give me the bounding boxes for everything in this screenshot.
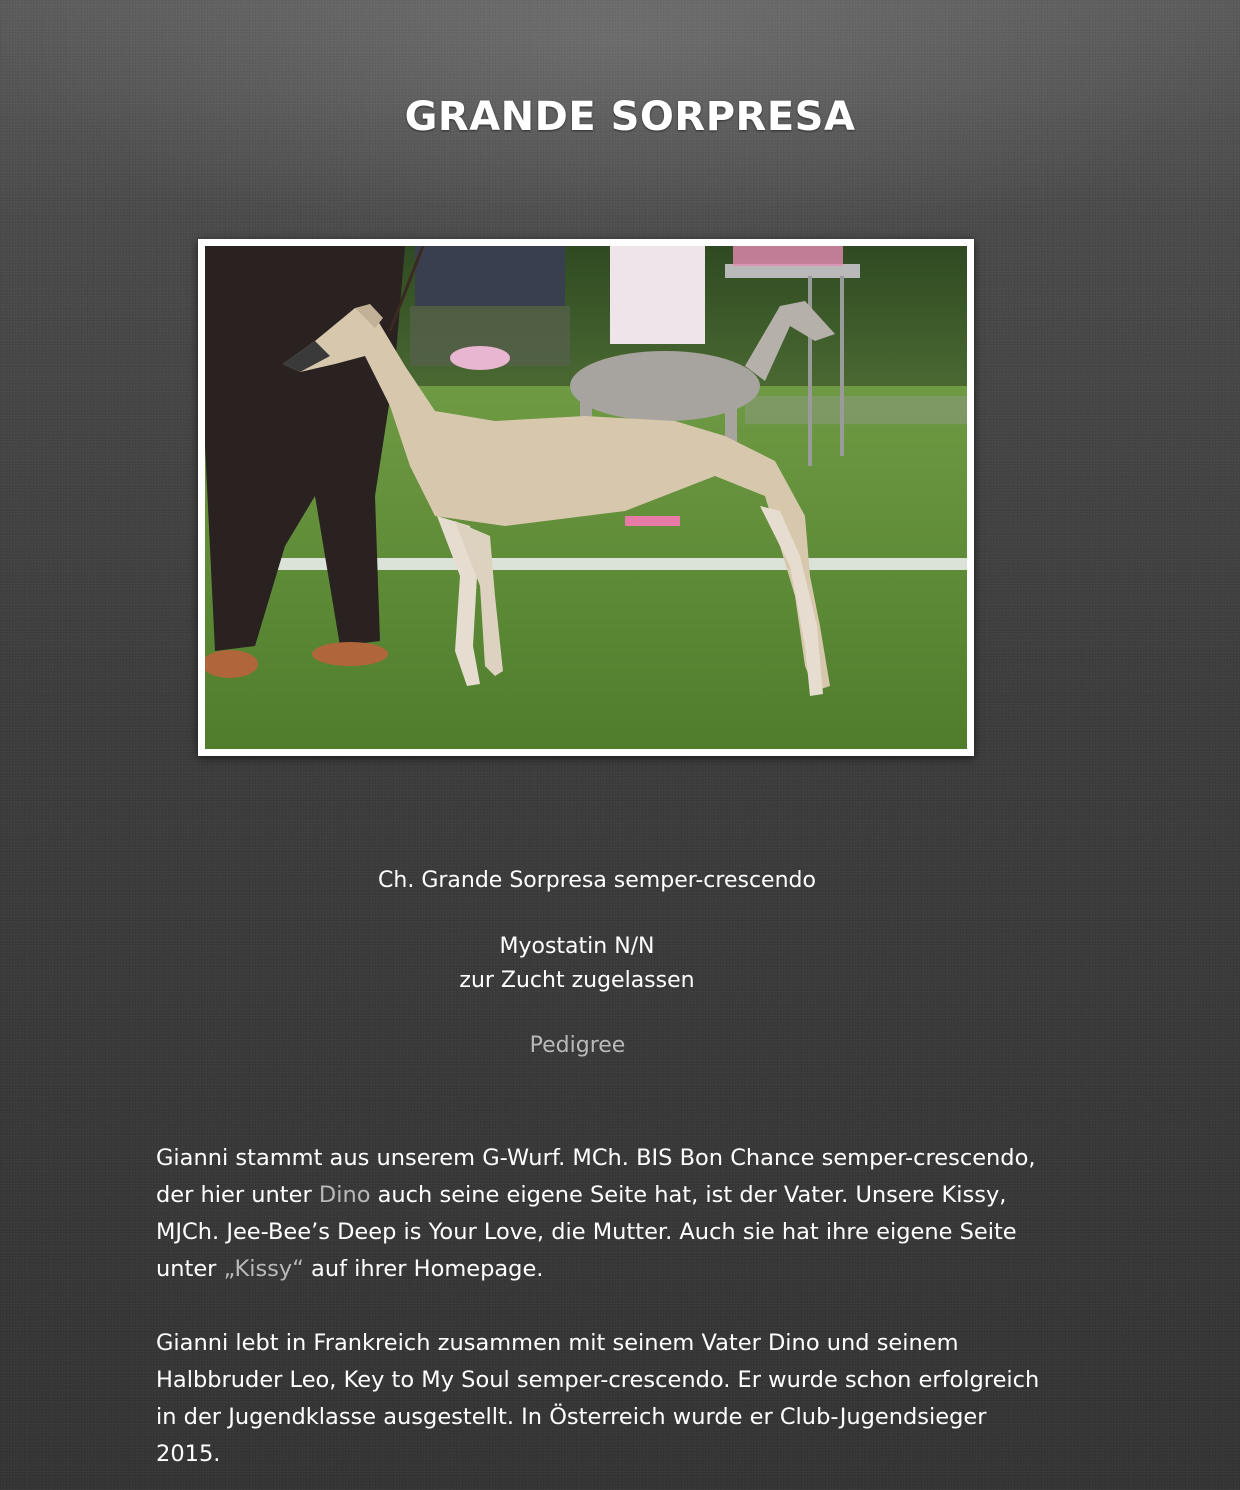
breeding-approval: zur Zucht zugelassen <box>459 968 695 993</box>
myostatin-status: Myostatin N/N <box>499 934 655 959</box>
description-paragraph-2: Gianni lebt in Frankreich zusammen mit seinem Vater Dino und seinem Halbbruder Leo, Key to My Soul semper-crescendo. Er wurde schon erfolgreich in der Jugendklasse ausgestellt. In Österreich wurde er Club-Jugendsieger 2015. <box>156 1330 1040 1467</box>
dog-photo <box>198 239 974 756</box>
health-info <box>0 930 1197 998</box>
description-paragraph-1 <box>156 1140 1056 1288</box>
paragraph-1-text-part-3: auf ihrer Homepage. <box>303 1256 544 1282</box>
paragraph-1-text-part-1: Gianni stammt aus unserem G-Wurf. MCh. BIS Bon Chance semper-crescendo, der hier unter <box>156 1145 1036 1208</box>
paragraph-1-text-part-2: auch seine eigene Seite hat, ist der Vater. Unsere Kissy, MJCh. Jee-Bee’s Deep is Your Love, die Mutter. Auch sie hat ihre eigene Seite unter <box>156 1182 1017 1282</box>
dog-photo-image <box>205 246 967 749</box>
dog-name: Ch. Grande Sorpresa semper-crescendo <box>378 868 816 893</box>
page-title: GRANDE SORPRESA <box>404 94 856 140</box>
pedigree-link[interactable]: Pedigree <box>529 1033 626 1058</box>
kissy-link[interactable]: „Kissy“ <box>223 1256 304 1282</box>
dino-link[interactable]: Dino <box>318 1182 371 1208</box>
